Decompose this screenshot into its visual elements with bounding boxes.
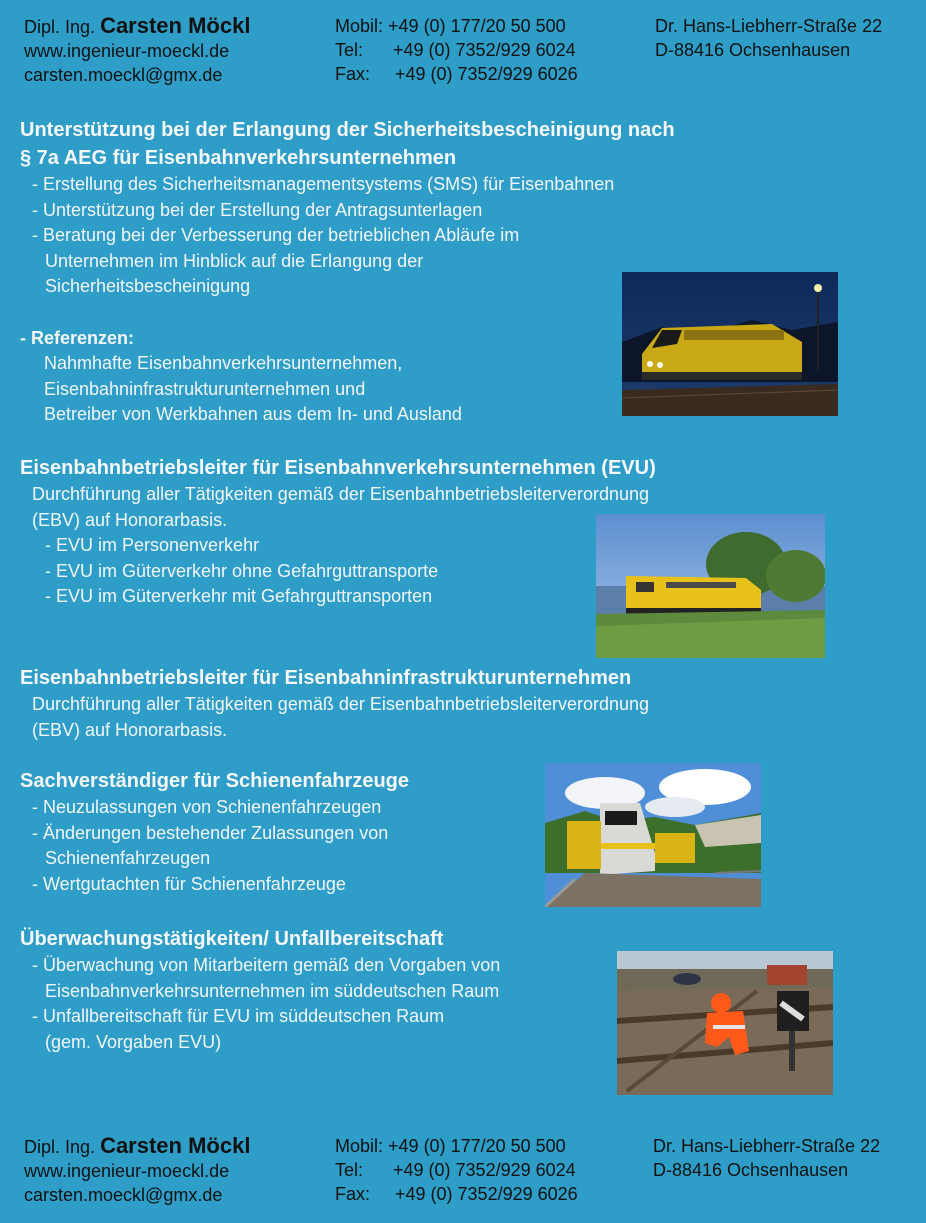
references-heading: - Referenzen: (20, 327, 135, 348)
mobil-row (335, 14, 578, 38)
email-link[interactable]: carsten.moeckl@gmx.de (24, 65, 223, 85)
street: Dr. Hans-Liebherr-Straße 22 (655, 16, 883, 36)
contact-address (653, 1134, 880, 1182)
contact-address (655, 14, 882, 62)
track-worker-photo (617, 951, 833, 1095)
fax-value: +49 (0) 7352/929 6026 (395, 1184, 578, 1204)
list-item: - EVU im Güterverkehr mit Gefahrguttransporten (45, 586, 433, 607)
fax-label: Fax: (335, 1184, 371, 1204)
fax-value: +49 (0) 7352/929 6026 (395, 64, 578, 84)
title-prefix: Dipl. Ing. (24, 17, 96, 37)
reference-item: Eisenbahninfrastrukturunternehmen und (44, 378, 366, 399)
tel-value: +49 (0) 7352/929 6024 (393, 40, 576, 60)
section-title: Unterstützung bei der Erlangung der Sicherheitsbescheinigung nach (20, 119, 675, 141)
section-sicherheitsbescheinigung (20, 116, 675, 428)
fax-row (335, 1182, 578, 1206)
section-description-cont: (EBV) auf Honorarbasis. (32, 509, 228, 530)
spacer (20, 300, 675, 326)
list-item: - Neuzulassungen von Schienenfahrzeugen (32, 797, 382, 817)
fax-row (335, 62, 578, 86)
section-ueberwachung (20, 925, 500, 1055)
contact-phones (335, 1134, 578, 1206)
website-link[interactable]: www.ingenieur-moeckl.de (24, 1161, 230, 1181)
list-item: - EVU im Güterverkehr ohne Gefahrguttransporte (45, 560, 439, 581)
reference-item: Betreiber von Werkbahnen aus dem In- und Ausland (44, 404, 462, 425)
list-item: - Unfallbereitschaft für EVU im süddeutschen Raum (32, 1006, 445, 1027)
list-item: - EVU im Personenverkehr (45, 535, 260, 556)
website-link[interactable]: www.ingenieur-moeckl.de (24, 41, 230, 61)
mobil-row (335, 1134, 578, 1158)
locomotive-bridge-photo (545, 763, 761, 907)
list-item: - Unterstützung bei der Erstellung der Antragsunterlagen (32, 199, 483, 220)
list-item-cont: Sicherheitsbescheinigung (45, 276, 251, 297)
section-ebl-evu (20, 454, 656, 610)
list-item-cont: Unternehmen im Hinblick auf die Erlangung der (45, 250, 424, 271)
header-contact (0, 14, 926, 94)
email-link[interactable]: carsten.moeckl@gmx.de (24, 1185, 223, 1205)
section-title: Sachverständiger für Schienenfahrzeuge (20, 770, 410, 792)
yellow-train-lake-photo (596, 514, 825, 658)
section-description: Durchführung aller Tätigkeiten gemäß der Eisenbahnbetriebsleiterverordnung (32, 484, 650, 504)
street: Dr. Hans-Liebherr-Straße 22 (653, 1136, 881, 1156)
person-name: Carsten Möckl (100, 13, 251, 38)
tel-row (335, 1158, 578, 1182)
section-description-cont: (EBV) auf Honorarbasis. (32, 719, 228, 740)
list-item-cont: Eisenbahnverkehrsunternehmen im süddeutschen Raum (45, 980, 500, 1001)
footer-contact (0, 1134, 926, 1214)
city: D-88416 Ochsenhausen (653, 1160, 849, 1180)
list-item: - Änderungen bestehender Zulassungen von (32, 822, 389, 843)
tel-row (335, 38, 578, 62)
list-item: - Erstellung des Sicherheitsmanagementsystems (SMS) für Eisenbahnen (32, 174, 615, 194)
list-item-cont: (gem. Vorgaben EVU) (45, 1031, 222, 1052)
list-item: - Beratung bei der Verbesserung der betrieblichen Abläufe im (32, 225, 520, 246)
contact-identity (24, 14, 250, 87)
section-title: Eisenbahnbetriebsleiter für Eisenbahninfrastrukturunternehmen (20, 667, 632, 689)
section-title: Eisenbahnbetriebsleiter für Eisenbahnverkehrsunternehmen (EVU) (20, 457, 656, 479)
tel-label: Tel: (335, 40, 364, 60)
name-line (24, 1134, 250, 1159)
title-prefix: Dipl. Ing. (24, 1137, 96, 1157)
mobil-label: Mobil: (335, 16, 384, 36)
reference-item: Nahmhafte Eisenbahnverkehrsunternehmen, (44, 353, 403, 374)
tel-label: Tel: (335, 1160, 364, 1180)
fax-label: Fax: (335, 64, 371, 84)
mobil-value: +49 (0) 177/20 50 500 (388, 1136, 566, 1156)
list-item: - Wertgutachten für Schienenfahrzeuge (32, 873, 346, 894)
list-item-cont: Schienenfahrzeugen (45, 848, 211, 869)
section-title-cont: § 7a AEG für Eisenbahnverkehrsunternehmen (20, 147, 457, 169)
tel-value: +49 (0) 7352/929 6024 (393, 1160, 576, 1180)
contact-identity (24, 1134, 250, 1207)
list-item: - Überwachung von Mitarbeitern gemäß den Vorgaben von (32, 955, 501, 975)
city: D-88416 Ochsenhausen (655, 40, 851, 60)
section-title: Überwachungstätigkeiten/ Unfallbereitschaft (20, 928, 444, 950)
section-sachverstaendiger (20, 767, 409, 897)
mobil-value: +49 (0) 177/20 50 500 (388, 16, 566, 36)
person-name: Carsten Möckl (100, 1133, 251, 1158)
name-line (24, 14, 250, 39)
section-ebl-eiu (20, 664, 649, 743)
contact-phones (335, 14, 578, 86)
night-locomotive-photo (622, 272, 838, 416)
mobil-label: Mobil: (335, 1136, 384, 1156)
section-description: Durchführung aller Tätigkeiten gemäß der Eisenbahnbetriebsleiterverordnung (32, 694, 650, 714)
